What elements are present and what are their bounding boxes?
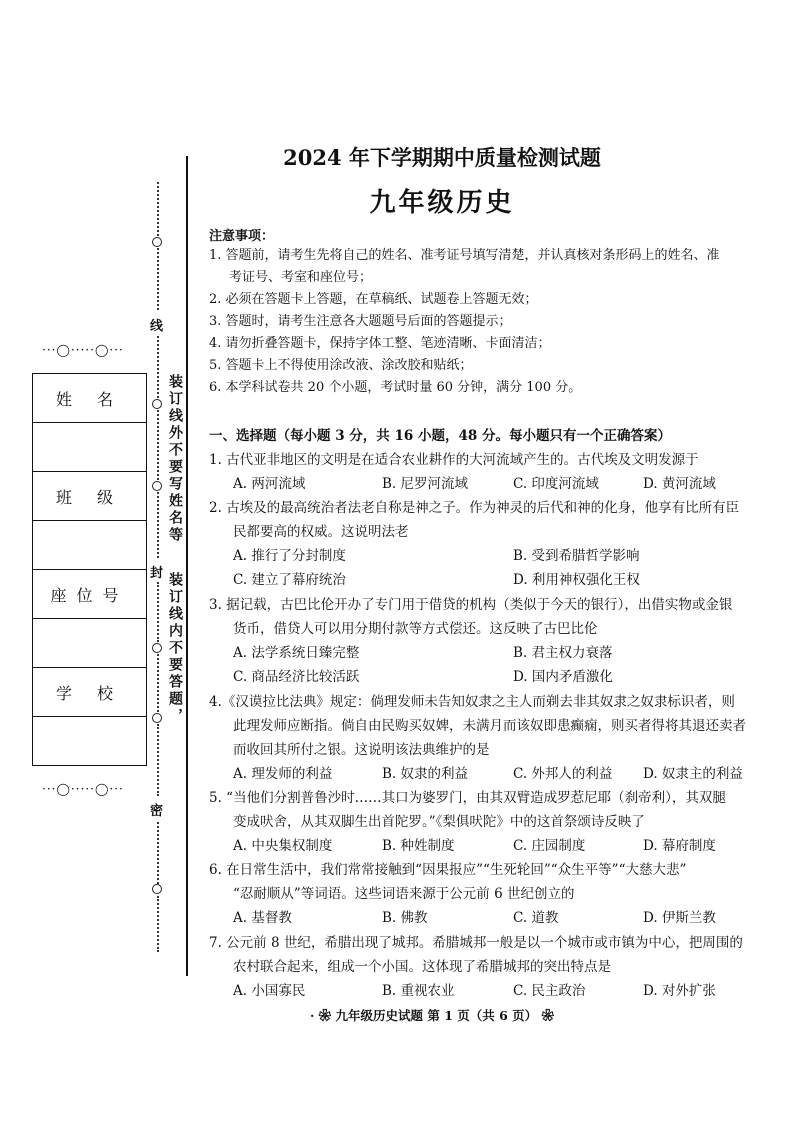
- dotted-line: [157, 410, 159, 480]
- option: A. 基督教: [233, 910, 292, 926]
- notice-line: 6. 本学科试卷共 20 个小题，考试时量 60 分钟，满分 100 分。: [209, 380, 582, 395]
- notice-heading: 注意事项：: [209, 229, 275, 244]
- notice-line: 1. 答题前，请考生先将自己的姓名、准考证号填写清楚，并认真核对条形码上的姓名、准: [209, 248, 720, 263]
- option: B. 重视农业: [382, 983, 455, 999]
- bind-char: 密: [150, 804, 164, 819]
- class-label: 班 级: [33, 472, 146, 521]
- option: B. 尼罗河流域: [382, 476, 469, 492]
- question-text: 货币，借贷人可以用分期付款等方式偿还。这反映了古巴比伦: [233, 621, 598, 637]
- option: D. 奴隶主的利益: [643, 766, 743, 782]
- option: C. 庄园制度: [513, 838, 586, 854]
- option: B. 君主权力衰落: [513, 645, 613, 661]
- dotted-line: [157, 182, 159, 240]
- school-field[interactable]: [33, 717, 146, 765]
- circle-mark: [152, 237, 162, 247]
- section-heading: 一、选择题（每小题 3 分，共 16 小题，48 分。每小题只有一个正确答案）: [209, 428, 671, 444]
- seat-label: 座位号: [33, 570, 146, 619]
- binding-warning-inner: 装订线内不要答题，: [167, 572, 183, 725]
- notice-line: 4. 请勿折叠答题卡，保持字体工整、笔迹清晰、卡面清洁；: [209, 336, 551, 351]
- question-text: 农村联合起来，组成一个小国。这体现了希腊城邦的突出特点是: [233, 959, 611, 975]
- option: C. 商品经济比较活跃: [233, 669, 360, 685]
- question-text: 5. “当他们分割普鲁沙时……其口为婆罗门，由其双臂造成罗惹尼耶（刹帝利），其双腿: [209, 790, 726, 806]
- option: A. 推行了分封制度: [233, 548, 346, 564]
- circle-mark: [152, 713, 162, 723]
- option: C. 外邦人的利益: [513, 766, 613, 782]
- option: B. 种姓制度: [382, 838, 455, 854]
- circle-mark: [152, 643, 162, 653]
- dotted-line: [157, 724, 159, 796]
- question-text: 变成吠舍，从其双脚生出首陀罗。”《梨俱吠陀》中的这首祭颂诗反映了: [233, 814, 645, 830]
- question-text: 6. 在日常生活中，我们常常接触到“因果报应”“生死轮回”“众生平等”“大慈大悲”: [209, 862, 687, 878]
- option: A. 理发师的利益: [233, 766, 333, 782]
- notice-line: 考证号、考室和座位号；: [229, 270, 373, 285]
- binding-warning-outer: 装订线外不要写姓名等: [167, 374, 183, 544]
- dotted-line: [157, 822, 159, 884]
- dotted-line: [157, 248, 159, 310]
- option: D. 伊斯兰教: [643, 910, 716, 926]
- question-text: 3. 据记载，古巴比伦开办了专门用于借贷的机构（类似于今天的银行），出借实物或金银: [209, 597, 733, 613]
- option: D. 幕府制度: [643, 838, 716, 854]
- question-text: 1. 古代亚非地区的文明是在适合农业耕作的大河流域产生的。古代埃及文明发源于: [209, 452, 699, 468]
- notice-line: 2. 必须在答题卡上答题，在草稿纸、试题卷上答题无效；: [209, 292, 538, 307]
- option: C. 民主政治: [513, 983, 586, 999]
- name-field[interactable]: [33, 423, 146, 472]
- seat-field[interactable]: [33, 619, 146, 668]
- option: B. 奴隶的利益: [382, 766, 469, 782]
- dotted-line: [157, 896, 159, 952]
- seal-char: 封: [150, 566, 164, 581]
- student-info-table: [32, 373, 147, 766]
- circle-mark: [152, 481, 162, 491]
- option: C. 建立了幕府统治: [233, 572, 346, 588]
- dotted-separator: ···◯·····◯···: [42, 343, 124, 357]
- circle-mark: [152, 884, 162, 894]
- question-text: 7. 公元前 8 世纪，希腊出现了城邦。希腊城邦一般是以一个城市或市镇为中心，把周围的: [209, 935, 743, 951]
- circle-mark: [152, 399, 162, 409]
- dotted-line: [157, 336, 159, 398]
- option: D. 对外扩张: [643, 983, 716, 999]
- question-text: 而收回其所付之银。这说明该法典维护的是: [233, 742, 490, 758]
- option: D. 黄河流域: [643, 476, 716, 492]
- option: A. 中央集权制度: [233, 838, 333, 854]
- dotted-line: [157, 492, 159, 558]
- line-char: 线: [150, 319, 164, 334]
- option: B. 受到希腊哲学影响: [513, 548, 640, 564]
- question-text: 2. 古埃及的最高统治者法老自称是神之子。作为神灵的后代和神的化身，他享有比所有臣: [209, 500, 740, 516]
- question-text: “忍耐顺从”等词语。这些词语来源于公元前 6 世纪创立的: [233, 886, 575, 902]
- exam-title: 2024 年下学期期中质量检测试题: [283, 145, 601, 170]
- option: A. 小国寡民: [233, 983, 306, 999]
- question-text: 此理发师应断指。倘自由民购买奴婢，未满月而该奴即患癫痫，则买者得将其退还卖者: [233, 718, 746, 734]
- dotted-separator: ···◯·····◯···: [42, 782, 124, 796]
- name-label: 姓 名: [33, 374, 146, 423]
- subject-title: 九年级历史: [369, 188, 515, 218]
- option: B. 佛教: [382, 910, 428, 926]
- binding-line: [186, 156, 188, 976]
- question-text: 民都要高的权威。这说明法老: [233, 524, 409, 540]
- option: C. 道教: [513, 910, 559, 926]
- school-label: 学 校: [33, 668, 146, 717]
- option: D. 国内矛盾激化: [513, 669, 613, 685]
- dotted-line: [157, 582, 159, 642]
- option: C. 印度河流域: [513, 476, 599, 492]
- question-text: 4.《汉谟拉比法典》规定：倘理发师未告知奴隶之主人而剃去非其奴隶之奴隶标识者，则: [209, 694, 735, 710]
- option: D. 利用神权强化王权: [513, 572, 640, 588]
- dotted-line: [157, 654, 159, 712]
- notice-line: 5. 答题卡上不得使用涂改液、涂改胶和贴纸；: [209, 358, 473, 373]
- option: A. 法学系统日臻完整: [233, 645, 360, 661]
- page-footer: · ❀ 九年级历史试题 第 1 页（共 6 页） ❀: [309, 1008, 555, 1023]
- notice-line: 3. 答题时，请考生注意各大题题号后面的答题提示；: [209, 314, 512, 329]
- option: A. 两河流域: [233, 476, 306, 492]
- class-field[interactable]: [33, 521, 146, 570]
